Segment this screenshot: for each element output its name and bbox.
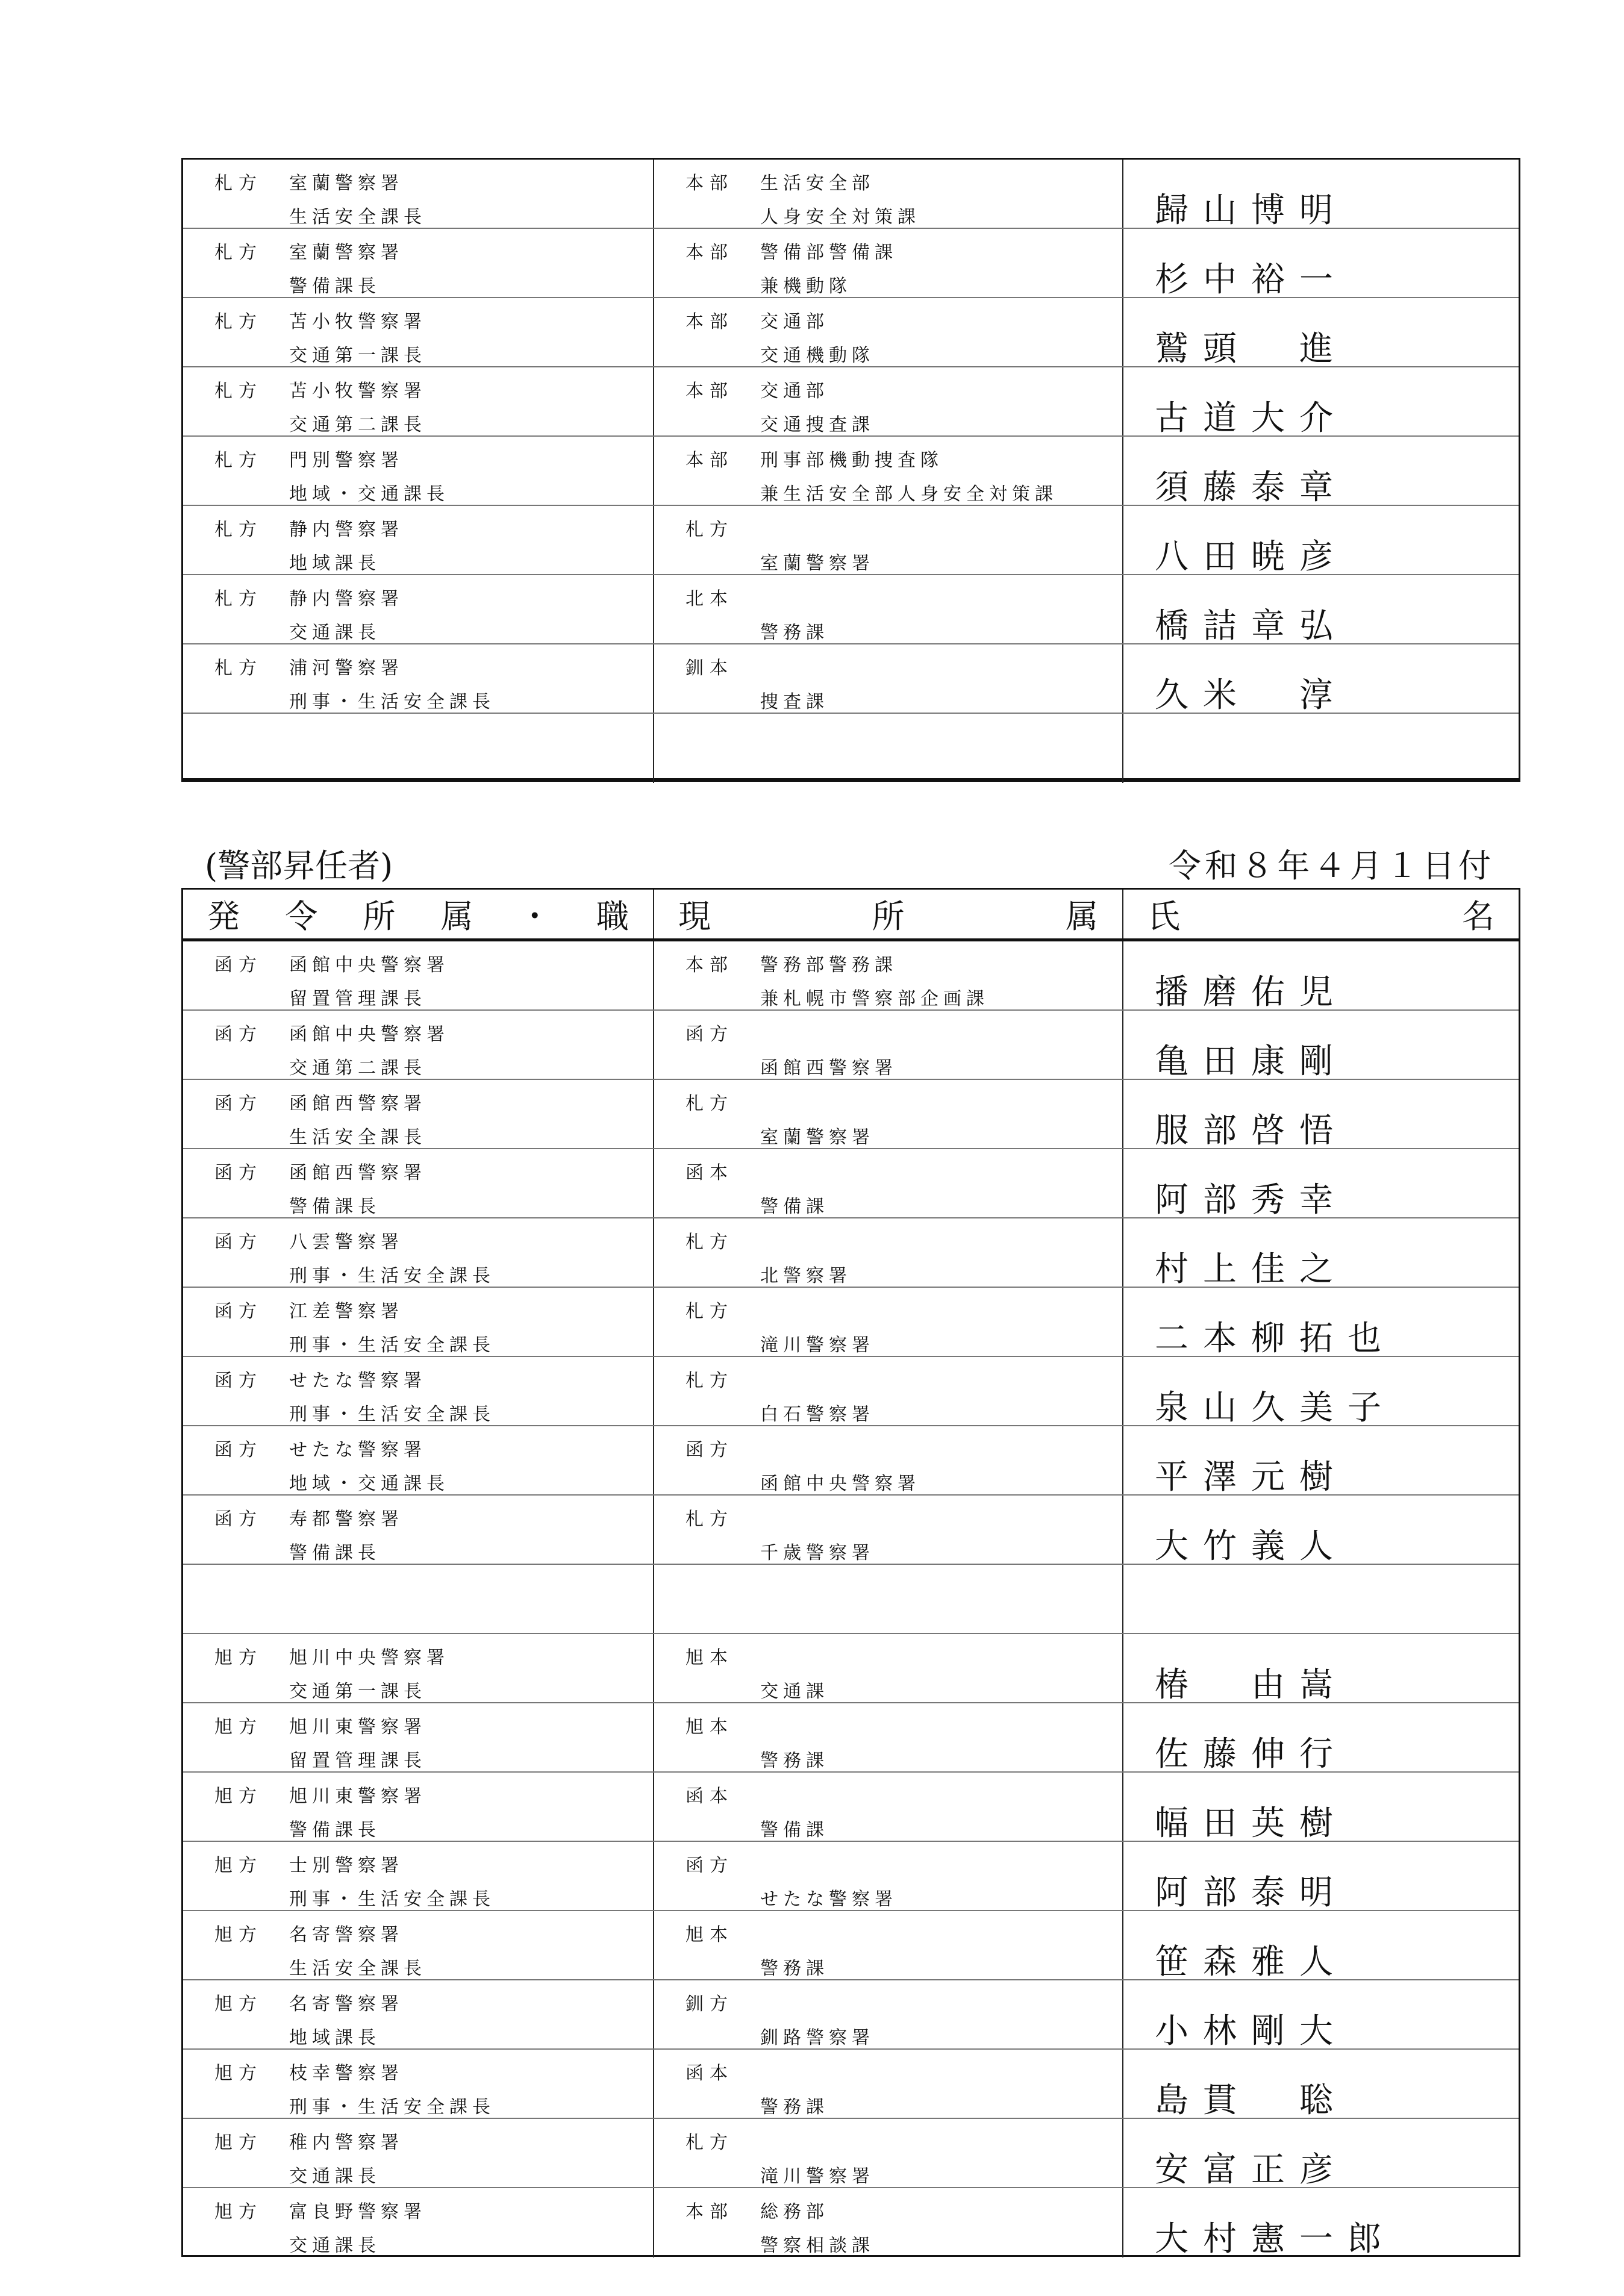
new-post-prefix: 札 方 bbox=[214, 242, 257, 263]
person-name: 二本柳拓也 bbox=[1155, 1319, 1396, 1358]
new-post-prefix: 旭 方 bbox=[214, 1786, 257, 1807]
current-post-cell bbox=[654, 1218, 1123, 1287]
new-post-prefix: 函 方 bbox=[214, 1440, 257, 1461]
current-post-prefix: 函 方 bbox=[686, 1855, 728, 1876]
person-name: 久米 淳 bbox=[1155, 676, 1348, 715]
person-name: 大竹義人 bbox=[1155, 1527, 1348, 1566]
current-post-cell bbox=[654, 1080, 1123, 1148]
new-post-prefix: 旭 方 bbox=[214, 2201, 257, 2223]
current-post-cell bbox=[654, 1842, 1123, 1910]
new-post-title: 刑事・生活安全課長 bbox=[289, 691, 495, 713]
new-post-cell bbox=[183, 1357, 654, 1425]
current-post-cell bbox=[654, 1565, 1123, 1633]
person-name: 杉中裕一 bbox=[1155, 260, 1348, 299]
table-row bbox=[183, 1842, 1519, 1911]
current-post-cell bbox=[654, 160, 1123, 228]
table-row bbox=[183, 714, 1519, 783]
new-post-prefix: 函 方 bbox=[214, 1301, 257, 1322]
new-post-cell bbox=[183, 1496, 654, 1564]
new-post-cell bbox=[183, 644, 654, 713]
new-post-prefix: 旭 方 bbox=[214, 1924, 257, 1945]
person-name: 村上佳之 bbox=[1155, 1250, 1348, 1289]
new-post-title: 警備課長 bbox=[289, 1543, 381, 1564]
name-cell bbox=[1123, 437, 1519, 505]
table-row bbox=[183, 160, 1519, 229]
current-post-prefix: 本 部 bbox=[686, 2201, 728, 2223]
name-cell bbox=[1123, 367, 1519, 438]
current-post-prefix: 釧 本 bbox=[686, 658, 728, 679]
new-post-station: 富良野警察署 bbox=[289, 2201, 426, 2223]
new-post-station: 八雲警察署 bbox=[289, 1232, 404, 1253]
new-post-cell bbox=[183, 1634, 654, 1702]
person-name: 椿 由嵩 bbox=[1155, 1665, 1348, 1705]
current-post-cell bbox=[654, 1426, 1123, 1494]
new-post-station: 旭川東警察署 bbox=[289, 1786, 426, 1807]
new-post-cell bbox=[183, 575, 654, 643]
current-post-cell bbox=[654, 367, 1123, 435]
new-post-station: 士別警察署 bbox=[289, 1855, 404, 1876]
current-post-prefix: 函 方 bbox=[686, 1440, 728, 1461]
current-post-prefix: 札 方 bbox=[686, 1093, 728, 1114]
table-row bbox=[183, 644, 1519, 714]
current-post-cell bbox=[654, 1980, 1123, 2048]
current-post-prefix: 北 本 bbox=[686, 588, 728, 610]
current-post-cell bbox=[654, 941, 1123, 1009]
new-post-cell bbox=[183, 2050, 654, 2118]
person-name: 服部啓悟 bbox=[1155, 1111, 1348, 1150]
current-post-prefix: 札 方 bbox=[686, 519, 728, 540]
new-post-prefix: 函 方 bbox=[214, 955, 257, 976]
new-post-title: 交通第一課長 bbox=[289, 1681, 426, 1702]
current-post-prefix: 本 部 bbox=[686, 381, 728, 402]
new-post-station: せたな警察署 bbox=[289, 1440, 426, 1461]
current-post-unit: 滝川警察署 bbox=[760, 1335, 875, 1356]
new-post-title: 地域・交通課長 bbox=[289, 484, 449, 505]
new-post-prefix: 函 方 bbox=[214, 1232, 257, 1253]
current-post-prefix: 釧 方 bbox=[686, 1994, 728, 2015]
new-post-station: 枝幸警察署 bbox=[289, 2063, 404, 2084]
new-post-station: 江差警察署 bbox=[289, 1301, 404, 1322]
new-post-station: 苫小牧警察署 bbox=[289, 381, 426, 402]
new-post-cell bbox=[183, 1218, 654, 1287]
table-row bbox=[183, 1773, 1519, 1842]
new-post-title: 交通第二課長 bbox=[289, 1058, 426, 1079]
current-post-unit: 函館西警察署 bbox=[760, 1058, 898, 1079]
name-cell bbox=[1123, 1149, 1519, 1220]
current-post-cell bbox=[654, 575, 1123, 643]
table-row bbox=[183, 1911, 1519, 1980]
table-row bbox=[183, 1634, 1519, 1703]
new-post-station: 函館中央警察署 bbox=[289, 1024, 449, 1045]
current-post-unit: 兼機動隊 bbox=[760, 276, 852, 297]
current-post-prefix: 札 方 bbox=[686, 1370, 728, 1391]
table-row bbox=[183, 1011, 1519, 1080]
current-post-cell bbox=[654, 1773, 1123, 1841]
table-row bbox=[183, 1496, 1519, 1565]
new-post-cell bbox=[183, 229, 654, 297]
name-cell bbox=[1123, 298, 1519, 369]
person-name: 亀田康剛 bbox=[1155, 1042, 1348, 1081]
new-post-cell bbox=[183, 1911, 654, 1979]
new-post-cell bbox=[183, 298, 654, 366]
person-name: 播磨佑児 bbox=[1155, 973, 1348, 1012]
table-row bbox=[183, 1565, 1519, 1634]
current-post-cell bbox=[654, 1011, 1123, 1079]
name-cell bbox=[1123, 1080, 1519, 1148]
name-cell bbox=[1123, 506, 1519, 574]
current-post-prefix: 本 部 bbox=[686, 450, 728, 471]
new-post-cell bbox=[183, 367, 654, 435]
person-name: 橋詰章弘 bbox=[1155, 607, 1348, 646]
current-post-cell bbox=[654, 229, 1123, 297]
person-name: 島貫 聡 bbox=[1155, 2081, 1348, 2120]
new-post-prefix: 函 方 bbox=[214, 1370, 257, 1391]
new-post-station: 函館西警察署 bbox=[289, 1162, 426, 1184]
new-post-title: 交通第二課長 bbox=[289, 414, 426, 435]
current-post-unit: 北警察署 bbox=[760, 1265, 852, 1287]
current-post-unit: 室蘭警察署 bbox=[760, 553, 875, 574]
person-name: 阿部泰明 bbox=[1155, 1873, 1348, 1912]
new-post-prefix: 函 方 bbox=[214, 1509, 257, 1530]
current-post-unit: 交通課 bbox=[760, 1681, 829, 1702]
new-post-prefix: 函 方 bbox=[214, 1024, 257, 1045]
person-name: 鷲頭 進 bbox=[1155, 329, 1348, 369]
new-post-cell bbox=[183, 1426, 654, 1494]
current-post-unit: 釧路警察署 bbox=[760, 2027, 875, 2048]
new-post-station: 旭川東警察署 bbox=[289, 1717, 426, 1738]
new-post-cell bbox=[183, 2119, 654, 2187]
current-post-dept: 生活安全部 bbox=[760, 173, 875, 194]
new-post-cell bbox=[183, 1080, 654, 1148]
new-post-cell bbox=[183, 1703, 654, 1771]
new-post-title: 警備課長 bbox=[289, 1820, 381, 1841]
person-name: 幅田英樹 bbox=[1155, 1804, 1348, 1843]
current-post-unit: 警務課 bbox=[760, 622, 829, 643]
current-post-cell bbox=[654, 644, 1123, 713]
personnel-table-2 bbox=[181, 888, 1520, 2257]
current-post-unit: 室蘭警察署 bbox=[760, 1127, 875, 1148]
current-post-unit: 交通機動隊 bbox=[760, 345, 875, 366]
current-post-prefix: 本 部 bbox=[686, 173, 728, 194]
new-post-prefix: 旭 方 bbox=[214, 1994, 257, 2015]
current-post-dept: 総務部 bbox=[760, 2201, 829, 2223]
name-cell bbox=[1123, 2188, 1519, 2257]
new-post-station: 寿都警察署 bbox=[289, 1509, 404, 1530]
new-post-station: 室蘭警察署 bbox=[289, 242, 404, 263]
new-post-title: 警備課長 bbox=[289, 1196, 381, 1217]
current-post-cell bbox=[654, 2119, 1123, 2187]
current-post-unit: 警務課 bbox=[760, 1958, 829, 1979]
name-cell bbox=[1123, 2119, 1519, 2187]
current-post-cell bbox=[654, 2050, 1123, 2118]
name-cell bbox=[1123, 1634, 1519, 1705]
current-post-cell bbox=[654, 1288, 1123, 1356]
current-post-prefix: 本 部 bbox=[686, 242, 728, 263]
section-title: (警部昇任者) bbox=[205, 847, 393, 885]
name-cell bbox=[1123, 714, 1519, 783]
new-post-prefix: 札 方 bbox=[214, 173, 257, 194]
current-post-dept: 刑事部機動捜査隊 bbox=[760, 450, 943, 471]
current-post-dept: 交通部 bbox=[760, 381, 829, 402]
current-post-cell bbox=[654, 2188, 1123, 2257]
new-post-title: 地域課長 bbox=[289, 553, 381, 574]
current-post-unit: 千歳警察署 bbox=[760, 1543, 875, 1564]
new-post-station: 旭川中央警察署 bbox=[289, 1647, 449, 1668]
new-post-cell bbox=[183, 1980, 654, 2048]
current-post-unit: 白石警察署 bbox=[760, 1404, 875, 1425]
current-post-dept: 警務部警務課 bbox=[760, 955, 898, 976]
current-post-prefix: 旭 本 bbox=[686, 1717, 728, 1738]
current-post-unit: 警察相談課 bbox=[760, 2235, 875, 2256]
new-post-station: 稚内警察署 bbox=[289, 2132, 404, 2153]
new-post-cell bbox=[183, 714, 654, 783]
new-post-station: 静内警察署 bbox=[289, 588, 404, 610]
current-post-cell bbox=[654, 714, 1123, 783]
current-post-cell bbox=[654, 1357, 1123, 1425]
current-post-cell bbox=[654, 1496, 1123, 1564]
person-name: 小林剛大 bbox=[1155, 2012, 1348, 2051]
new-post-prefix: 旭 方 bbox=[214, 2132, 257, 2153]
current-post-unit: 滝川警察署 bbox=[760, 2166, 875, 2187]
current-post-unit: 兼札幌市警察部企画課 bbox=[760, 988, 989, 1009]
new-post-station: 苫小牧警察署 bbox=[289, 311, 426, 332]
current-post-unit: せたな警察署 bbox=[760, 1889, 898, 1910]
table-row bbox=[183, 941, 1519, 1011]
name-cell bbox=[1123, 1565, 1519, 1633]
new-post-prefix: 札 方 bbox=[214, 658, 257, 679]
new-post-prefix: 札 方 bbox=[214, 450, 257, 471]
person-name: 平澤元樹 bbox=[1155, 1458, 1348, 1497]
new-post-cell bbox=[183, 1773, 654, 1841]
new-post-prefix: 札 方 bbox=[214, 519, 257, 540]
table-row bbox=[183, 1218, 1519, 1288]
current-post-cell bbox=[654, 437, 1123, 505]
new-post-prefix: 旭 方 bbox=[214, 2063, 257, 2084]
new-post-title: 留置管理課長 bbox=[289, 988, 426, 1009]
name-cell bbox=[1123, 1357, 1519, 1425]
current-post-prefix: 札 方 bbox=[686, 2132, 728, 2153]
name-cell bbox=[1123, 160, 1519, 228]
new-post-title: 刑事・生活安全課長 bbox=[289, 1265, 495, 1287]
person-name: 阿部秀幸 bbox=[1155, 1181, 1348, 1220]
header-name: 氏 名 bbox=[1148, 897, 1494, 935]
table-row bbox=[183, 575, 1519, 644]
current-post-prefix: 本 部 bbox=[686, 311, 728, 332]
personnel-table-1 bbox=[181, 158, 1520, 782]
new-post-cell bbox=[183, 506, 654, 574]
new-post-prefix: 函 方 bbox=[214, 1162, 257, 1184]
table-row bbox=[183, 1288, 1519, 1357]
table-row bbox=[183, 437, 1519, 506]
current-post-dept: 交通部 bbox=[760, 311, 829, 332]
current-post-cell bbox=[654, 1149, 1123, 1217]
current-post-prefix: 旭 本 bbox=[686, 1924, 728, 1945]
new-post-prefix: 旭 方 bbox=[214, 1717, 257, 1738]
current-post-unit: 警務課 bbox=[760, 1750, 829, 1771]
new-post-prefix: 札 方 bbox=[214, 311, 257, 332]
name-cell bbox=[1123, 1011, 1519, 1079]
new-post-cell bbox=[183, 1149, 654, 1217]
person-name: 大村憲一郎 bbox=[1155, 2220, 1396, 2259]
current-post-cell bbox=[654, 1634, 1123, 1702]
new-post-station: 浦河警察署 bbox=[289, 658, 404, 679]
person-name: 笹森雅人 bbox=[1155, 1942, 1348, 1982]
new-post-cell bbox=[183, 1011, 654, 1079]
current-post-unit: 警備課 bbox=[760, 1820, 829, 1841]
current-post-prefix: 札 方 bbox=[686, 1509, 728, 1530]
current-post-unit: 交通捜査課 bbox=[760, 414, 875, 435]
current-post-unit: 警備課 bbox=[760, 1196, 829, 1217]
table-row bbox=[183, 1703, 1519, 1773]
name-cell bbox=[1123, 575, 1519, 646]
current-post-cell bbox=[654, 1911, 1123, 1979]
name-cell bbox=[1123, 1980, 1519, 2051]
new-post-title: 刑事・生活安全課長 bbox=[289, 1889, 495, 1910]
new-post-station: 室蘭警察署 bbox=[289, 173, 404, 194]
current-post-unit: 人身安全対策課 bbox=[760, 207, 920, 228]
table-row bbox=[183, 1980, 1519, 2050]
new-post-cell bbox=[183, 2188, 654, 2257]
current-post-prefix: 札 方 bbox=[686, 1301, 728, 1322]
new-post-title: 交通課長 bbox=[289, 2235, 381, 2256]
person-name: 泉山久美子 bbox=[1155, 1388, 1396, 1427]
current-post-prefix: 函 本 bbox=[686, 2063, 728, 2084]
new-post-title: 地域課長 bbox=[289, 2027, 381, 2048]
person-name: 佐藤伸行 bbox=[1155, 1735, 1348, 1774]
table-header bbox=[183, 890, 1519, 941]
name-cell bbox=[1123, 1911, 1519, 1982]
new-post-title: 交通課長 bbox=[289, 2166, 381, 2187]
name-cell bbox=[1123, 941, 1519, 1012]
new-post-station: せたな警察署 bbox=[289, 1370, 426, 1391]
name-cell bbox=[1123, 1218, 1519, 1287]
new-post-station: 静内警察署 bbox=[289, 519, 404, 540]
person-name: 古道大介 bbox=[1155, 399, 1348, 438]
new-post-prefix: 旭 方 bbox=[214, 1855, 257, 1876]
current-post-unit: 警務課 bbox=[760, 2097, 829, 2118]
new-post-title: 生活安全課長 bbox=[289, 1958, 426, 1979]
current-post-prefix: 札 方 bbox=[686, 1232, 728, 1253]
new-post-title: 生活安全課長 bbox=[289, 1127, 426, 1148]
new-post-title: 生活安全課長 bbox=[289, 207, 426, 228]
new-post-title: 刑事・生活安全課長 bbox=[289, 1335, 495, 1356]
current-post-cell bbox=[654, 506, 1123, 574]
name-cell bbox=[1123, 644, 1519, 713]
name-cell bbox=[1123, 1842, 1519, 1910]
current-post-prefix: 旭 本 bbox=[686, 1647, 728, 1668]
new-post-prefix: 旭 方 bbox=[214, 1647, 257, 1668]
current-post-dept: 警備部警備課 bbox=[760, 242, 898, 263]
name-cell bbox=[1123, 1496, 1519, 1564]
new-post-cell bbox=[183, 1565, 654, 1633]
table-row bbox=[183, 1080, 1519, 1149]
person-name: 八田暁彦 bbox=[1155, 537, 1348, 576]
new-post-station: 函館西警察署 bbox=[289, 1093, 426, 1114]
new-post-title: 警備課長 bbox=[289, 276, 381, 297]
current-post-unit: 捜査課 bbox=[760, 691, 829, 713]
current-post-prefix: 函 本 bbox=[686, 1162, 728, 1184]
header-new-post: 発 令 所 属 ・ 職 bbox=[207, 897, 629, 935]
person-name: 安富正彦 bbox=[1155, 2150, 1348, 2189]
current-post-prefix: 本 部 bbox=[686, 955, 728, 976]
table-row bbox=[183, 1426, 1519, 1496]
table-row bbox=[183, 1357, 1519, 1426]
name-cell bbox=[1123, 229, 1519, 297]
current-post-prefix: 函 方 bbox=[686, 1024, 728, 1045]
person-name: 歸山博明 bbox=[1155, 191, 1348, 230]
new-post-prefix: 札 方 bbox=[214, 588, 257, 610]
new-post-cell bbox=[183, 437, 654, 505]
new-post-station: 名寄警察署 bbox=[289, 1994, 404, 2015]
new-post-title: 地域・交通課長 bbox=[289, 1473, 449, 1494]
new-post-station: 函館中央警察署 bbox=[289, 955, 449, 976]
new-post-title: 刑事・生活安全課長 bbox=[289, 2097, 495, 2118]
table-row bbox=[183, 1149, 1519, 1218]
new-post-title: 交通課長 bbox=[289, 622, 381, 643]
new-post-cell bbox=[183, 160, 654, 228]
new-post-title: 交通第一課長 bbox=[289, 345, 426, 366]
table-row bbox=[183, 229, 1519, 298]
new-post-station: 門別警察署 bbox=[289, 450, 404, 471]
new-post-cell bbox=[183, 1288, 654, 1356]
current-post-cell bbox=[654, 298, 1123, 366]
table-row bbox=[183, 2188, 1519, 2257]
name-cell bbox=[1123, 1288, 1519, 1356]
name-cell bbox=[1123, 1426, 1519, 1497]
header-current-post: 現 所 属 bbox=[678, 897, 1098, 935]
issue-date: 令 和 ８ 年 ４ 月 １ 日 付 bbox=[1169, 847, 1491, 885]
table-row bbox=[183, 2050, 1519, 2119]
new-post-cell bbox=[183, 941, 654, 1009]
name-cell bbox=[1123, 1703, 1519, 1774]
new-post-cell bbox=[183, 1842, 654, 1910]
current-post-unit: 兼生活安全部人身安全対策課 bbox=[760, 484, 1058, 505]
new-post-station: 名寄警察署 bbox=[289, 1924, 404, 1945]
current-post-cell bbox=[654, 1703, 1123, 1771]
new-post-prefix: 函 方 bbox=[214, 1093, 257, 1114]
name-cell bbox=[1123, 2050, 1519, 2118]
name-cell bbox=[1123, 1773, 1519, 1841]
table-row bbox=[183, 506, 1519, 575]
current-post-prefix: 函 本 bbox=[686, 1786, 728, 1807]
new-post-title: 刑事・生活安全課長 bbox=[289, 1404, 495, 1425]
table-row bbox=[183, 298, 1519, 367]
new-post-title: 留置管理課長 bbox=[289, 1750, 426, 1771]
table-row bbox=[183, 2119, 1519, 2188]
table-row bbox=[183, 367, 1519, 437]
new-post-prefix: 札 方 bbox=[214, 381, 257, 402]
current-post-unit: 函館中央警察署 bbox=[760, 1473, 920, 1494]
person-name: 須藤泰章 bbox=[1155, 468, 1348, 507]
